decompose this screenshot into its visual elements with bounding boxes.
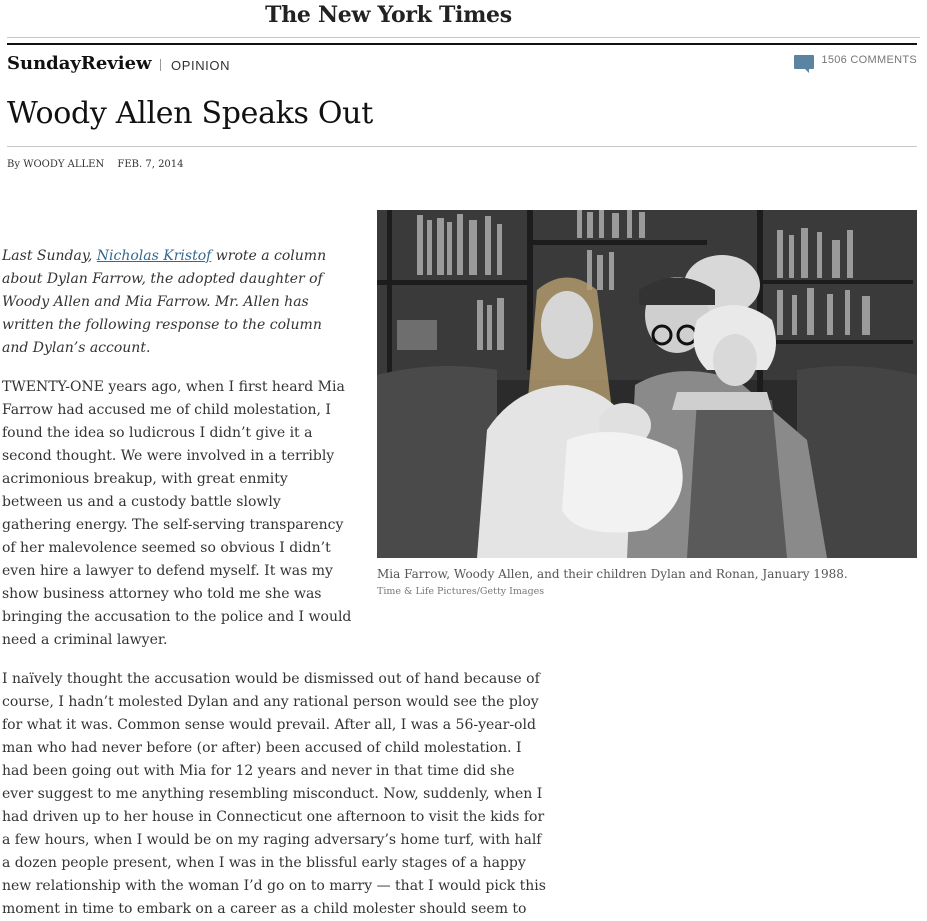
photo-credit: Time & Life Pictures/Getty Images xyxy=(377,586,545,597)
byline xyxy=(7,159,184,170)
publish-date: FEB. 7, 2014 xyxy=(117,159,184,170)
byline-prefix: By xyxy=(7,159,20,170)
article-headline: Woody Allen Speaks Out xyxy=(7,96,373,131)
byline-author[interactable]: WOODY ALLEN xyxy=(23,159,105,170)
headline-divider xyxy=(7,146,917,147)
intro-text-after: wrote a column about Dylan Farrow, the adopted daughter of Woody Allen and Mia Farrow. Mr. Allen has written the following response to the column and Dylan’s account. xyxy=(2,248,327,356)
nyt-logo[interactable]: The New York Times xyxy=(265,2,512,28)
article-photo xyxy=(377,210,917,558)
section-divider xyxy=(160,59,161,71)
comments-link[interactable]: 1506 COMMENTS xyxy=(821,54,917,66)
family-photo-illustration xyxy=(377,210,917,558)
section-top-rule xyxy=(7,43,917,45)
masthead xyxy=(0,0,927,36)
section-bar xyxy=(7,52,917,80)
kristof-link[interactable]: Nicholas Kristof xyxy=(96,248,212,264)
photo-caption: Mia Farrow, Woody Allen, and their children Dylan and Ronan, January 1988. xyxy=(377,567,848,581)
article-paragraph: I naïvely thought the accusation would be dismissed out of hand because of course, I hadn’t molested Dylan and any rational person would see the ploy for what it was. Common sense would prevail. After all, I was a 56-year-old man who had never before (or after) been accused of child molestation. I had been going out with Mia for 12 years and never in that time did she ever suggest to me anything resembling misconduct. Now, suddenly, when I had driven up to her house in Connecticut one afternoon to visit the kids for a few hours, when I would be on my raging adversary’s home turf, with half a dozen people present, when I was in the blissful early stages of a happy new relationship with the woman I’d go on to marry — that I would pick this moment in time to embark on a career as a child molester should seem to xyxy=(2,671,546,917)
comment-bubble-icon[interactable] xyxy=(794,55,814,69)
masthead-divider xyxy=(7,37,920,38)
article-intro xyxy=(2,245,347,360)
article-paragraph: TWENTY-ONE years ago, when I first heard Mia Farrow had accused me of child molestation, I found the idea so ludicrous I didn’t give it a second thought. We were involved in a terribly acrimonious breakup, with great enmity between us and a custody battle slowly gathering energy. The self-serving transparency of her malevolence seemed so obvious I didn’t even hire a lawyer to defend myself. It was my show business attorney who told me she was bringing the accusation to the police and I would need a criminal lawyer. xyxy=(2,379,352,648)
section-opinion-link[interactable]: OPINION xyxy=(171,58,231,73)
intro-text-before: Last Sunday, xyxy=(2,248,97,264)
section-name-link[interactable]: SundayReview xyxy=(7,53,152,74)
